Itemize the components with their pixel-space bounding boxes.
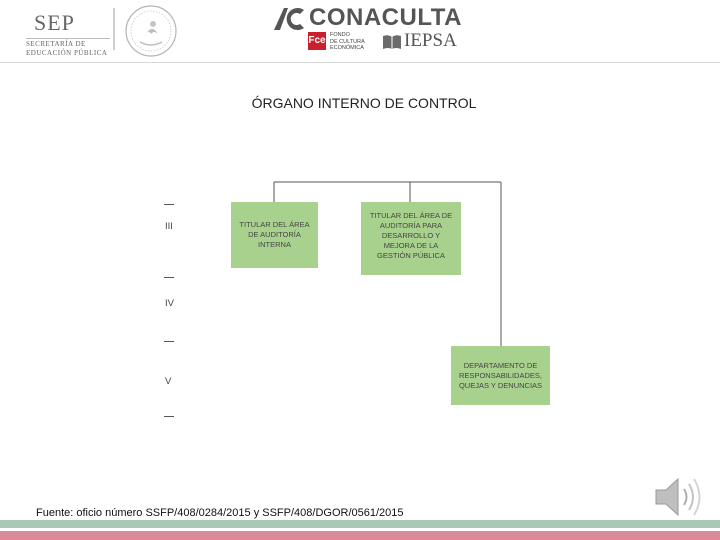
chart-title: ÓRGANO INTERNO DE CONTROL	[251, 95, 477, 111]
org-box-desarrollo-gestion-publica	[361, 202, 461, 275]
level-divider-2	[164, 277, 174, 278]
level-divider-4	[164, 416, 174, 417]
footer-stripe-pink	[0, 531, 720, 540]
org-box-text: GESTIÓN PÚBLICA	[377, 251, 445, 260]
org-box-text: DE AUDITORÍA	[248, 230, 301, 239]
fce-text-line2: DE CULTURA	[330, 38, 365, 45]
org-box-text: INTERNA	[258, 240, 291, 249]
org-box-text: QUEJAS Y DENUNCIAS	[458, 380, 543, 390]
conaculta-wordmark: CONACULTA	[309, 4, 462, 31]
org-box-responsabilidades	[451, 346, 550, 405]
org-box-text: RESPONSABILIDADES,	[459, 370, 542, 380]
org-box-text: MEJORA DE LA	[383, 241, 439, 250]
org-box-text: AUDITORÍA PARA	[379, 221, 443, 230]
level-label-iv: IV	[165, 298, 174, 309]
org-box-text: DEPARTAMENTO DE	[463, 360, 538, 370]
iepsa-wordmark: IEPSA	[404, 30, 457, 51]
org-box-text: TITULAR DEL ÁREA	[239, 220, 310, 229]
fce-text-line3: ECONÓMICA	[330, 45, 364, 51]
level-divider-3	[164, 341, 174, 342]
org-box-text: DESARROLLO Y	[381, 231, 441, 240]
level-divider-1	[164, 204, 174, 205]
level-label-iii: III	[165, 221, 173, 232]
sep-subtitle-line1: SECRETARÍA DE	[26, 40, 86, 48]
footer-stripe-green	[0, 520, 720, 528]
level-label-v: V	[165, 376, 172, 387]
source-note: Fuente: oficio número SSFP/408/0284/2015 y SSFP/408/DGOR/0561/2015	[36, 507, 404, 519]
sep-wordmark: SEP	[34, 10, 75, 35]
speaker-icon[interactable]	[652, 474, 704, 520]
fce-text-line1: FONDO	[330, 32, 350, 38]
sep-subtitle-line2: EDUCACIÓN PÚBLICA	[26, 48, 108, 57]
fce-mark: Fce	[308, 32, 326, 50]
org-box-text: TITULAR DEL ÁREA DE	[369, 211, 453, 220]
org-box-auditoria-interna	[231, 202, 318, 268]
